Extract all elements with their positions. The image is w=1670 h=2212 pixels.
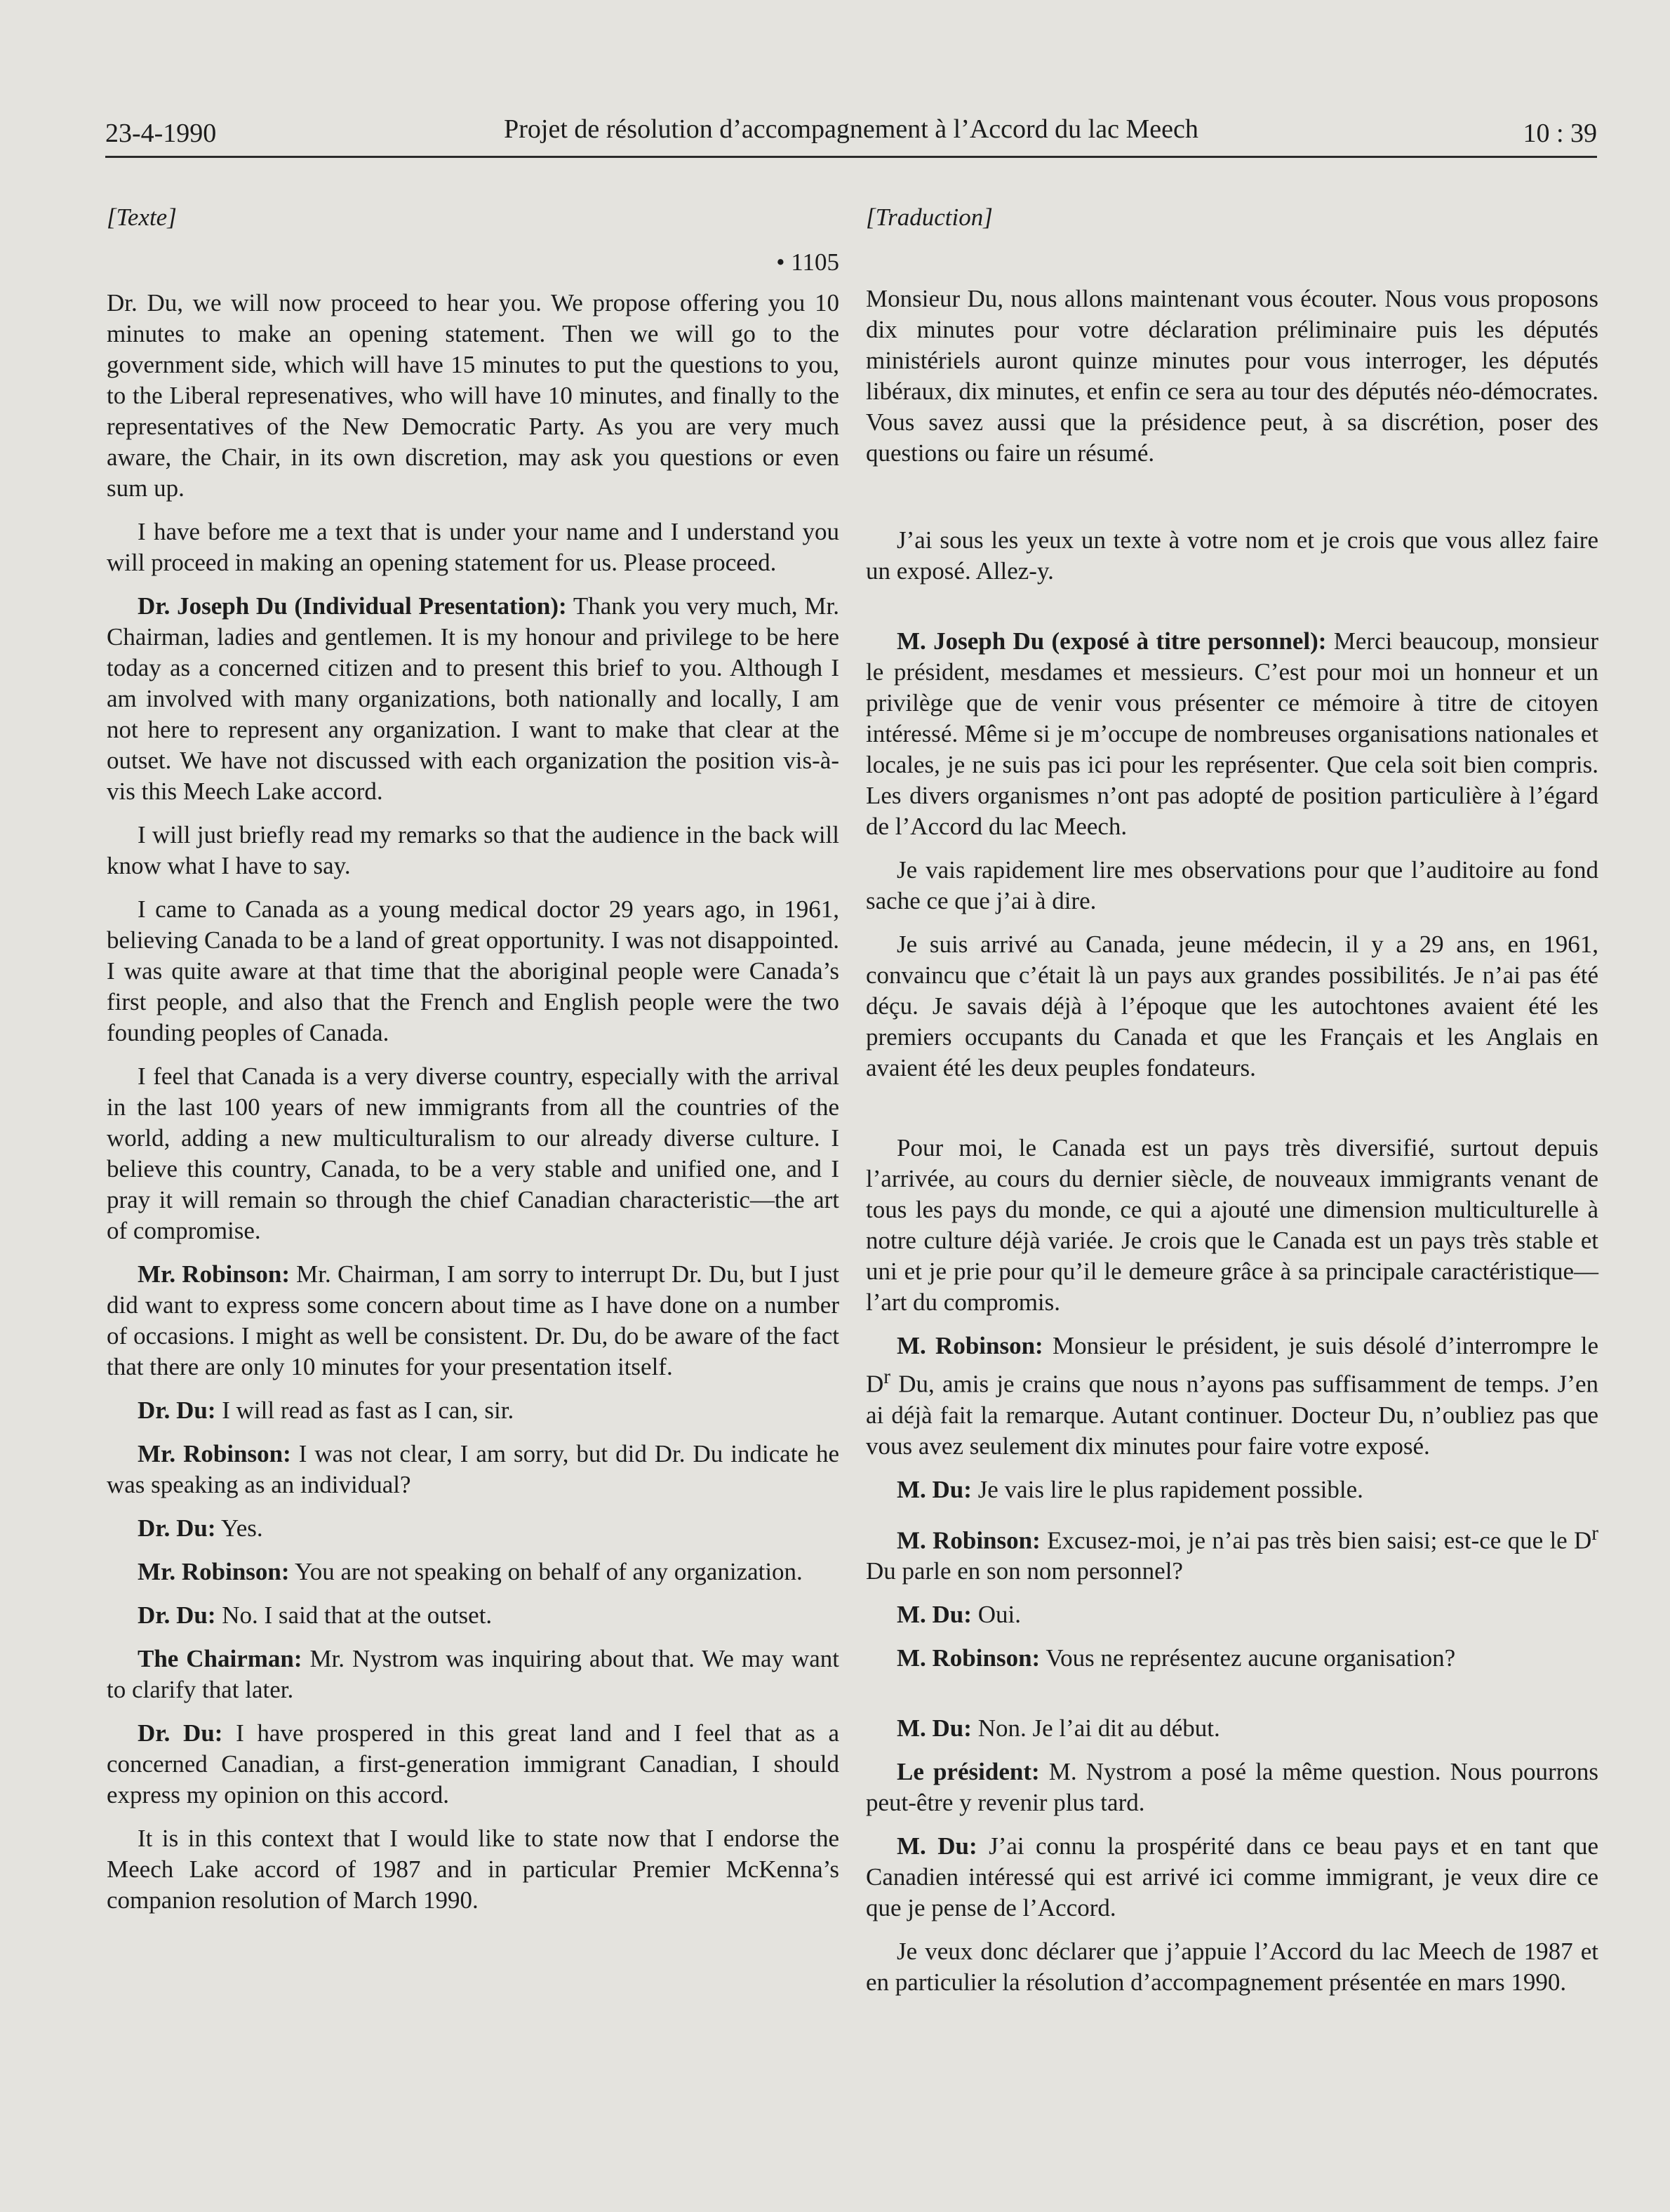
paragraph: I have before me a text that is under your name and I understand you will proceed in making an opening statement for us. Please proceed. bbox=[107, 518, 839, 576]
paragraph: It is in this context that I would like to state now that I endorse the Meech Lake accord of 1987 and in particular Premier McKenna’s companion resolution of March 1990. bbox=[107, 1825, 839, 1914]
speech-text: No. I said that at the outset. bbox=[215, 1601, 493, 1629]
header-title: Projet de résolution d’accompagnement à l’Accord du lac Meech bbox=[504, 114, 1198, 144]
header-rule bbox=[105, 156, 1597, 158]
paragraph bbox=[107, 1259, 839, 1382]
speech-text: Excusez-moi, je n’ai pas très bien saisi; est-ce que le D bbox=[1040, 1526, 1592, 1554]
speaker-name: The Chairman: bbox=[138, 1645, 302, 1672]
paragraph bbox=[107, 1557, 839, 1587]
speech-text: Du, amis je crains que nous n’ayons pas suffisamment de temps. J’en ai déjà fait la remarque. Autant continuer. Docteur Du, n’oubliez pas que vous avez seulement dix minutes pour faire votre exposé. bbox=[866, 1370, 1598, 1460]
paragraph bbox=[866, 1831, 1598, 1924]
time-marker: • 1105 bbox=[776, 248, 839, 276]
speech-text: Mr. Chairman, I am sorry to interrupt Dr. Du, but I just did want to express some concern about time as I have done on a number of occasions. I might as well be consistent. Dr. Du, do be aware of the fact that there are only 10 minutes for your presentation itself. bbox=[107, 1260, 839, 1380]
paragraph bbox=[107, 591, 839, 807]
paragraph bbox=[107, 1644, 839, 1705]
paragraph bbox=[866, 1713, 1598, 1744]
speech-text: You are not speaking on behalf of any organization. bbox=[289, 1558, 803, 1585]
paragraph bbox=[866, 1474, 1598, 1505]
paragraph bbox=[866, 626, 1598, 842]
column-label-traduction: [Traduction] bbox=[866, 204, 993, 231]
speaker-name: M. Du: bbox=[897, 1714, 972, 1743]
superscript: r bbox=[1591, 1521, 1598, 1545]
speaker-name: Dr. Du: bbox=[138, 1514, 216, 1542]
paragraph bbox=[107, 1600, 839, 1631]
speaker-name: M. Robinson: bbox=[897, 1526, 1041, 1554]
paragraph bbox=[866, 1643, 1598, 1674]
paragraph: Je veux donc déclarer que j’appuie l’Accord du lac Meech de 1987 et en particulier la résolution d’accompagnement présentée en mars 1990. bbox=[866, 1938, 1598, 1997]
french-column bbox=[866, 202, 1598, 2011]
speaker-name: Dr. Du: bbox=[138, 1601, 216, 1629]
paragraph: Monsieur Du, nous allons maintenant vous écouter. Nous vous proposons dix minutes pour votre déclaration préliminaire puis les députés ministériels auront quinze minutes pour vous interroger, les députés libéraux, dix minutes, et enfin ce sera au tour des députés néo-démocrates. Vous savez aussi que la présidence peut, à sa discrétion, poser des questions ou faire un résumé. bbox=[866, 285, 1598, 467]
paragraph bbox=[107, 1513, 839, 1544]
paragraph bbox=[866, 1757, 1598, 1818]
speaker-name: M. Du: bbox=[897, 1832, 977, 1860]
speaker-name: Dr. Joseph Du (Individual Presentation): bbox=[138, 592, 567, 620]
spacer bbox=[866, 1096, 1598, 1133]
speech-text: I was not clear, I am sorry, but did Dr. Du indicate he was speaking as an individual? bbox=[107, 1440, 840, 1498]
superscript: r bbox=[883, 1366, 890, 1388]
speaker-name: M. Joseph Du (exposé à titre personnel): bbox=[897, 627, 1327, 655]
speech-text: Yes. bbox=[215, 1514, 263, 1542]
paragraph: I came to Canada as a young medical doctor 29 years ago, in 1961, believing Canada to be a land of great opportunity. I was not disappointed. I was quite aware at that time that the aboriginal people were Canada’s first people, and also that the French and English people were the two founding peoples of Canada. bbox=[107, 895, 839, 1046]
speech-text: Non. Je l’ai dit au début. bbox=[971, 1714, 1220, 1743]
speech-text: I have prospered in this great land and I feel that as a concerned Canadian, a first-generation immigrant Canadian, I should express my opinion on this accord. bbox=[107, 1719, 839, 1808]
speech-text: Mr. Nystrom was inquiring about that. We may want to clarify that later. bbox=[107, 1645, 839, 1703]
english-column bbox=[107, 202, 839, 1928]
paragraph: Je vais rapidement lire mes observations pour que l’auditoire au fond sache ce que j’ai à dire. bbox=[866, 856, 1598, 914]
speech-text: M. Nystrom a posé la même question. Nous pourrons peut-être y revenir plus tard. bbox=[866, 1758, 1598, 1817]
spacer bbox=[866, 599, 1598, 626]
paragraph bbox=[107, 1439, 839, 1500]
paragraph bbox=[107, 1718, 839, 1811]
header-page-number: 10 : 39 bbox=[1523, 119, 1597, 148]
speaker-name: Mr. Robinson: bbox=[138, 1260, 290, 1288]
spacer bbox=[866, 247, 1598, 284]
paragraph: Dr. Du, we will now proceed to hear you. We propose offering you 10 minutes to make an opening statement. Then we will go to the government side, which will have 15 minutes to put the questions to you, to the Liberal represenatives, who will have 10 minutes, and finally to the representatives of the New Democratic Party. As you are very much aware, the Chair, in its own discretion, may ask you questions or even sum up. bbox=[107, 289, 839, 502]
speaker-name: Mr. Robinson: bbox=[138, 1558, 290, 1585]
speech-text: J’ai connu la prospérité dans ce beau pays et en tant que Canadien intéressé qui est arrivé ici comme immigrant, je veux dire ce que je pense de l’Accord. bbox=[866, 1832, 1598, 1922]
paragraph: I feel that Canada is a very diverse country, especially with the arrival in the last 100 years of new immigrants from all the countries of the world, adding a new multiculturalism to our already diverse culture. I believe this country, Canada, to be a very stable and unified one, and I pray it will remain so through the chief Canadian characteristic—the art of compromise. bbox=[107, 1062, 839, 1244]
speech-text: Monsieur le président, je suis désolé d’interrompre le D bbox=[866, 1332, 1598, 1398]
spacer bbox=[866, 481, 1598, 525]
paragraph: Pour moi, le Canada est un pays très diversifié, surtout depuis l’arrivée, au cours du dernier siècle, de nouveaux immigrants venant de tous les pays du monde, ce qui a ajouté une dimension multiculturelle à notre culture déjà variée. Je crois que le Canada est un pays très stable et uni et je prie pour qu’il le demeure grâce à sa principale caractéristique—l’art du compromis. bbox=[866, 1134, 1598, 1316]
paragraph bbox=[866, 1331, 1598, 1462]
paragraph bbox=[866, 1518, 1598, 1587]
speaker-name: Le président: bbox=[897, 1758, 1040, 1786]
speech-text: Oui. bbox=[971, 1601, 1021, 1629]
running-head bbox=[105, 112, 1597, 154]
speaker-name: M. Robinson: bbox=[897, 1644, 1041, 1672]
speaker-name: M. Du: bbox=[897, 1601, 972, 1629]
paragraph: I will just briefly read my remarks so that the audience in the back will know what I have to say. bbox=[107, 821, 839, 879]
paragraph bbox=[107, 1395, 839, 1426]
header-date: 23-4-1990 bbox=[105, 119, 217, 148]
speaker-name: M. Du: bbox=[897, 1475, 972, 1503]
speech-text: Thank you very much, Mr. Chairman, ladies and gentlemen. It is my honour and privilege to be here today as a concerned citizen and to present this brief to you. Although I am involved with many organizations, both nationally and locally, I am not here to represent any organization. I want to make that clear at the outset. We have not discussed with each organization the position vis-à-vis this Meech Lake accord. bbox=[107, 592, 840, 805]
paragraph bbox=[866, 1599, 1598, 1630]
speaker-name: M. Robinson: bbox=[897, 1332, 1043, 1359]
speaker-name: Mr. Robinson: bbox=[138, 1440, 291, 1467]
speech-text: Du parle en son nom personnel? bbox=[866, 1557, 1183, 1585]
speech-text: I will read as fast as I can, sir. bbox=[215, 1397, 514, 1424]
speaker-name: Dr. Du: bbox=[138, 1719, 223, 1747]
paragraph: J’ai sous les yeux un texte à votre nom et je crois que vous allez faire un exposé. Allez-y. bbox=[866, 526, 1598, 585]
column-label-texte: [Texte] bbox=[107, 204, 177, 231]
speech-text: Vous ne représentez aucune organisation? bbox=[1040, 1644, 1456, 1672]
speech-text: Je vais lire le plus rapidement possible. bbox=[971, 1475, 1363, 1503]
spacer bbox=[866, 1686, 1598, 1713]
speaker-name: Dr. Du: bbox=[138, 1397, 216, 1424]
speech-text: Merci beaucoup, monsieur le président, mesdames et messieurs. C’est pour moi un honneur et un privilège que de venir vous présenter ce mémoire à titre de citoyen intéressé. Même si je m’occupe de nombreuses organisations nationales et locales, je ne suis pas ici pour les représenter. Que cela soit bien compris. Les divers organismes n’ont pas adopté de position particulière à l’égard de l’Accord du lac Meech. bbox=[866, 627, 1598, 840]
paragraph: Je suis arrivé au Canada, jeune médecin, il y a 29 ans, en 1961, convaincu que c’était là un pays aux grandes possibilités. Je n’ai pas été déçu. Je savais déjà à l’époque que les autochtones avaient été les premiers occupants du Canada et que les Français et les Anglais en avaient été les deux peuples fondateurs. bbox=[866, 931, 1598, 1081]
